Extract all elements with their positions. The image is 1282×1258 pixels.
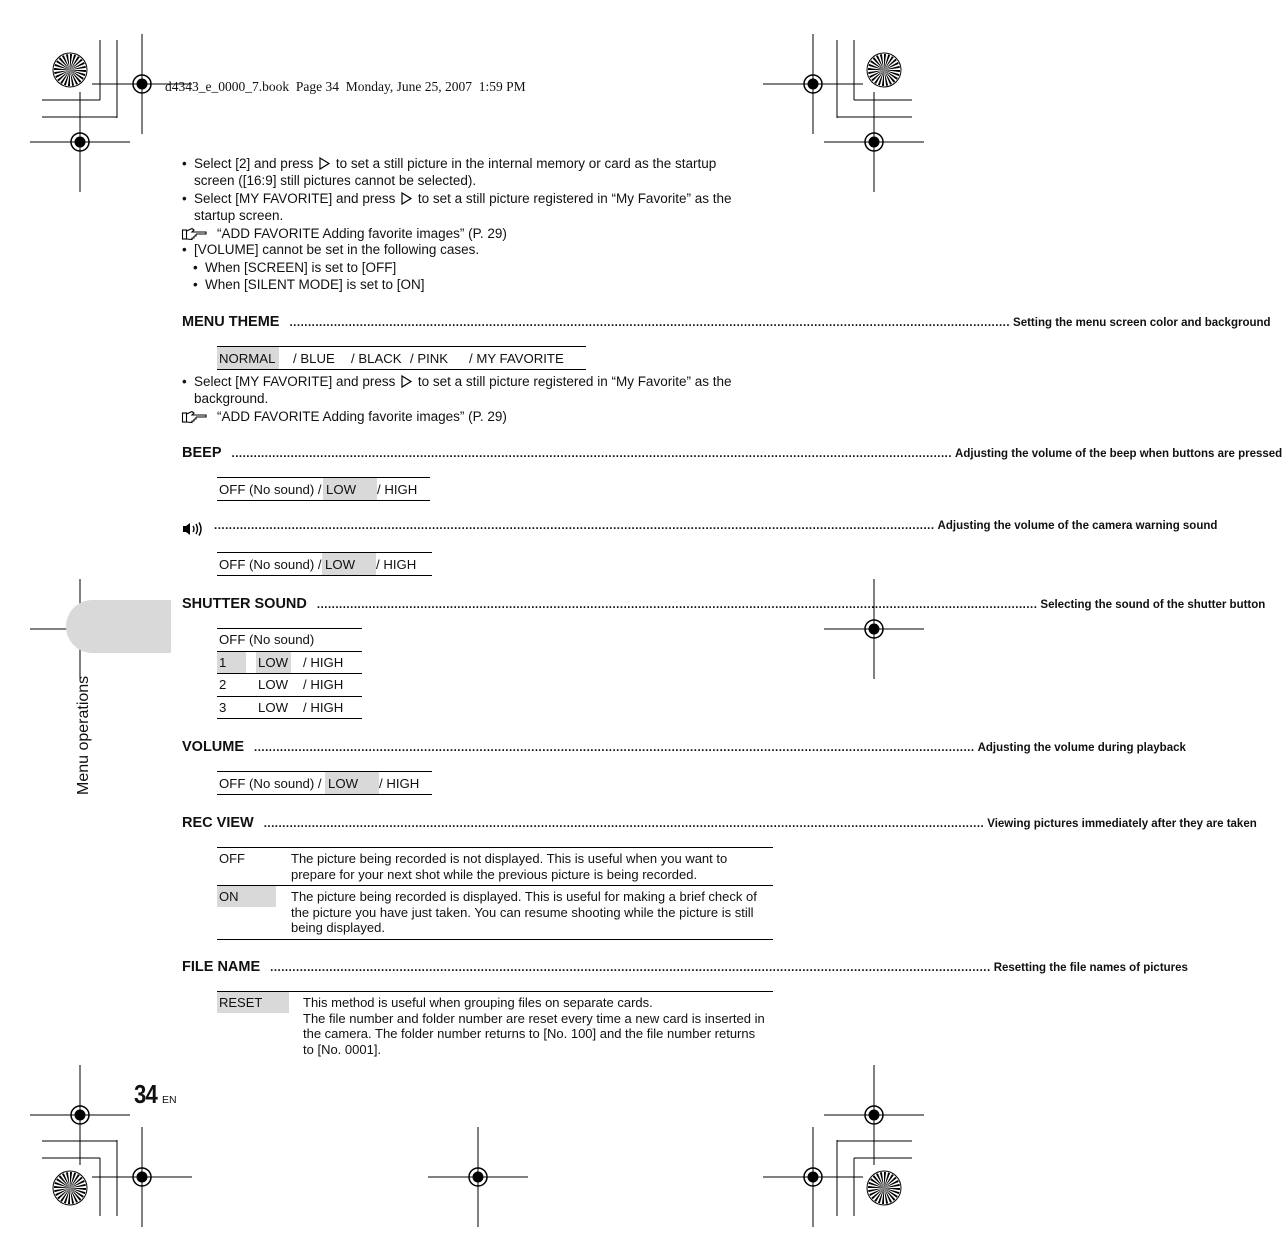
side-tab-label: Menu operations <box>75 675 92 795</box>
option-blue: / BLUE <box>293 351 335 366</box>
file-name-reset-desc: This method is useful when grouping files on separate cards. The file number and folder number are reset every time a new card is inserted in the camera. The folder number returns to [No. 100] and the file number returns to [No. 0001]. <box>303 995 765 1057</box>
shutter-rule-4 <box>217 718 362 719</box>
starburst-mark-tr <box>866 52 902 88</box>
volume-heading: VOLUME ................................................................................................................................................................................................... Adjusting the volume during playback <box>182 739 1186 755</box>
shutter-rule-2 <box>217 673 362 674</box>
menu-theme-heading: MENU THEME ................................................................................................................................................................................................... Setting the menu screen color and background <box>182 314 1271 330</box>
shutter-sound-heading: SHUTTER SOUND ................................................................................................................................................................................................... Selecting the sound of the shutter button <box>182 596 1266 612</box>
crosshair-mark-bc <box>428 1127 528 1227</box>
shutter-row-1-num: 1 <box>219 655 227 670</box>
reference-hand-icon <box>182 227 208 241</box>
shutter-row-3-low: LOW <box>258 700 289 715</box>
warning-sound-options: OFF (No sound) / LOW / HIGH <box>217 553 432 576</box>
rec-view-on-desc: The picture being recorded is displayed. This is useful for making a brief check of the picture you have just taken. You can resume shooting while the picture is still being displayed. <box>291 889 757 935</box>
right-arrow-icon <box>319 157 330 170</box>
shutter-row-1-low: LOW <box>258 655 289 670</box>
page-number: 34 <box>134 1079 157 1109</box>
right-arrow-icon <box>401 192 412 205</box>
option-normal: NORMAL <box>219 351 276 366</box>
beep-heading: BEEP ................................................................................................................................................................................................... Adjusting the volume of the beep when buttons are pressed <box>182 445 1282 461</box>
starburst-mark-br <box>866 1170 902 1206</box>
speaker-sound-icon <box>182 522 204 536</box>
option-my-favorite: / MY FAVORITE <box>469 351 564 366</box>
crosshair-mark-tr2 <box>824 92 924 192</box>
rec-view-rule-2 <box>217 939 773 940</box>
crosshair-mark-bl1 <box>92 1127 192 1227</box>
intro-sub-bullet-1: • When [SCREEN] is set to [OFF] <box>193 260 397 275</box>
intro-bullet-1: • Select [2] and press to set a still picture in the internal memory or card as the startup screen ([16:9] still pictures cannot be selected). <box>182 156 717 188</box>
file-name-heading: FILE NAME ................................................................................................................................................................................................... Resetting the file names of pictures <box>182 959 1188 975</box>
file-name-rule-0 <box>217 991 773 992</box>
rec-view-off-key: OFF <box>219 851 245 866</box>
intro-bullet-2: • Select [MY FAVORITE] and press to set a still picture registered in “My Favorite” as the startup screen. <box>182 191 732 223</box>
volume-options: OFF (No sound) / LOW / HIGH <box>217 772 432 795</box>
intro-sub-bullet-2: • When [SILENT MODE] is set to [ON] <box>193 277 425 292</box>
shutter-row-2-low: LOW <box>258 677 289 692</box>
starburst-mark-tl <box>52 52 88 88</box>
page-lang: EN <box>162 1094 177 1106</box>
shutter-row-3-high: / HIGH <box>303 700 344 715</box>
warning-sound-heading: ................................................................................................................................................................................................... Adjusting the volume of the camera warning sound <box>182 520 773 538</box>
rec-view-rule-1 <box>217 885 773 886</box>
rec-view-rule-0 <box>217 847 773 848</box>
shutter-rule-0 <box>217 628 362 629</box>
shutter-row-1-high: / HIGH <box>303 655 344 670</box>
starburst-mark-bl <box>52 1170 88 1206</box>
menu-theme-bullet: • Select [MY FAVORITE] and press to set a still picture registered in “My Favorite” as the background. <box>182 374 732 406</box>
crosshair-mark-tl2 <box>30 92 130 192</box>
crosshair-mark-mr <box>824 579 924 679</box>
option-black: / BLACK <box>351 351 402 366</box>
crosshair-mark-br1 <box>763 1127 863 1227</box>
file-name-reset-key: RESET <box>219 995 263 1010</box>
menu-theme-reference: “ADD FAVORITE Adding favorite images” (P. 29) <box>182 408 782 425</box>
shutter-off: OFF (No sound) <box>219 632 315 647</box>
reference-hand-icon <box>182 410 208 424</box>
intro-bullet-3: • [VOLUME] cannot be set in the following cases. <box>182 242 480 257</box>
intro-reference: “ADD FAVORITE Adding favorite images” (P. 29) <box>182 225 782 242</box>
rec-view-on-key: ON <box>219 889 239 904</box>
option-pink: / PINK <box>410 351 449 366</box>
shutter-row-2-num: 2 <box>219 677 227 692</box>
rec-view-heading: REC VIEW ................................................................................................................................................................................................... Viewing pictures immediately after they are taken <box>182 815 1257 831</box>
header-info: d4343_e_0000_7.book Page 34 Monday, June 25, 2007 1:59 PM <box>165 79 526 94</box>
menu-theme-options <box>217 347 586 370</box>
right-arrow-icon <box>401 375 412 388</box>
rec-view-off-desc: The picture being recorded is not displayed. This is useful when you want to prepare for your next shot while the previous picture is being recorded. <box>291 851 728 882</box>
shutter-row-2-high: / HIGH <box>303 677 344 692</box>
beep-options: OFF (No sound) / LOW / HIGH <box>217 478 430 501</box>
shutter-row-3-num: 3 <box>219 700 227 715</box>
shutter-rule-3 <box>217 696 362 697</box>
